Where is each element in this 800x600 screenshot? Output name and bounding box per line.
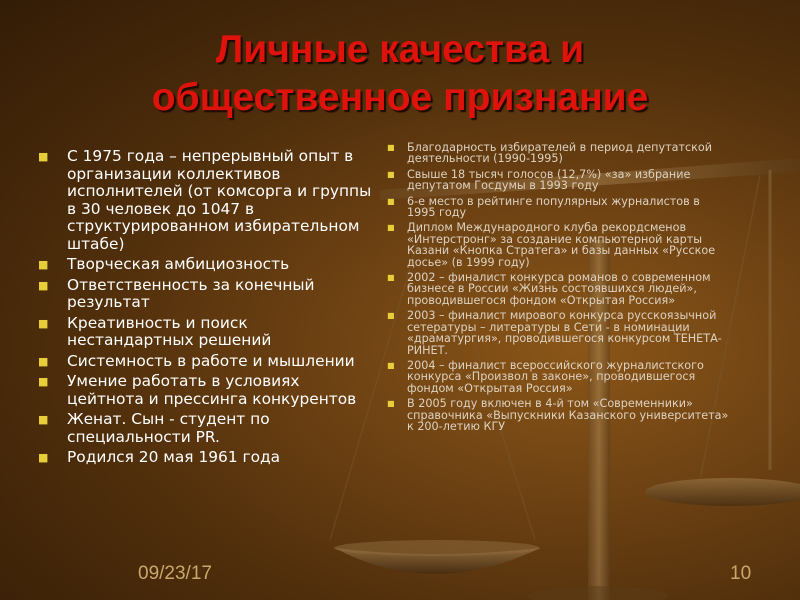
bullet-icon: ■	[38, 258, 49, 271]
list-item: ■ Ответственность за конечный результат	[38, 275, 315, 311]
bullet-icon: ■	[387, 399, 395, 409]
public-recognition-list	[385, 142, 730, 436]
list-item: ■ Умение работать в условиях цейтнота и прессинга конкурентов	[38, 372, 357, 408]
list-item: ■ Родился 20 мая 1961 года	[38, 448, 281, 466]
bullet-icon: ■	[387, 223, 395, 233]
bullet-icon: ■	[387, 273, 395, 283]
list-item: ■ Системность в работе и мышлении	[38, 351, 355, 370]
list-item: ■ В 2005 году включен в 4-й том «Современники» справочника «Выпускники Казанского университета» к 200-летию КГУ	[387, 397, 729, 433]
list-item: ■ 2003 – финалист мирового конкурса русскоязычной сетературы – литературы в Сети - в номинации «драматургия», проводившегося конкурсом ТЕНЕТА-РИНЕТ.	[387, 309, 722, 357]
personal-qualities-list	[34, 148, 379, 470]
list-item: ■ Свыше 18 тысяч голосов (12,7%) «за» избрание депутатом Госдумы в 1993 году	[387, 167, 691, 193]
footer-date: 09/23/17	[138, 563, 212, 584]
list-item: ■ Креативность и поиск нестандартных решений	[38, 313, 272, 349]
bullet-icon: ■	[38, 375, 49, 388]
list-item: ■ 2004 – финалист всероссийского журналистского конкурса «Произвол в законе», проводившегося фондом «Открытая Россия»	[387, 358, 704, 395]
title-line-2: общественное признание	[151, 76, 649, 119]
bullet-icon: ■	[387, 311, 395, 321]
list-item: ■ Женат. Сын - студент по специальности PR.	[38, 410, 270, 446]
list-item: ■ Диплом Международного клуба рекордсменов «Интерстронг» за создание компьютерной карты Казани «Кнопка Стратега» и базы данных «Русское досье» (в 1999 году)	[387, 221, 716, 269]
bullet-icon: ■	[38, 316, 49, 330]
bullet-icon: ■	[387, 360, 395, 370]
bullet-icon: ■	[387, 169, 395, 179]
list-item: ■ 2002 – финалист конкурса романов о современном бизнесе в России «Жизнь состоявшихся людей», проводившегося фондом «Открытая Россия»	[387, 271, 711, 307]
list-item: ■ С 1975 года – непрерывный опыт в организации коллективов исполнителей (от комсорга и группы в 30 человек до 1047 в структурированном избирательном штабе)	[38, 147, 372, 253]
slide-title	[0, 26, 800, 122]
bullet-icon: ■	[38, 413, 49, 426]
list-item: ■ 6-е место в рейтинге популярных журналистов в 1995 году	[387, 194, 700, 220]
title-line-1: Личные качества и	[215, 28, 585, 71]
bullet-icon: ■	[38, 451, 49, 464]
bullet-icon: ■	[387, 196, 395, 206]
bullet-icon: ■	[38, 278, 49, 292]
list-item: ■ Благодарность избирателей в период депутатской деятельности (1990-1995)	[387, 141, 713, 166]
page-number: 10	[730, 563, 752, 584]
bullet-icon: ■	[387, 143, 395, 152]
list-item: ■ Творческая амбициозность	[38, 255, 290, 273]
bullet-icon: ■	[38, 150, 49, 163]
bullet-icon: ■	[38, 354, 49, 368]
